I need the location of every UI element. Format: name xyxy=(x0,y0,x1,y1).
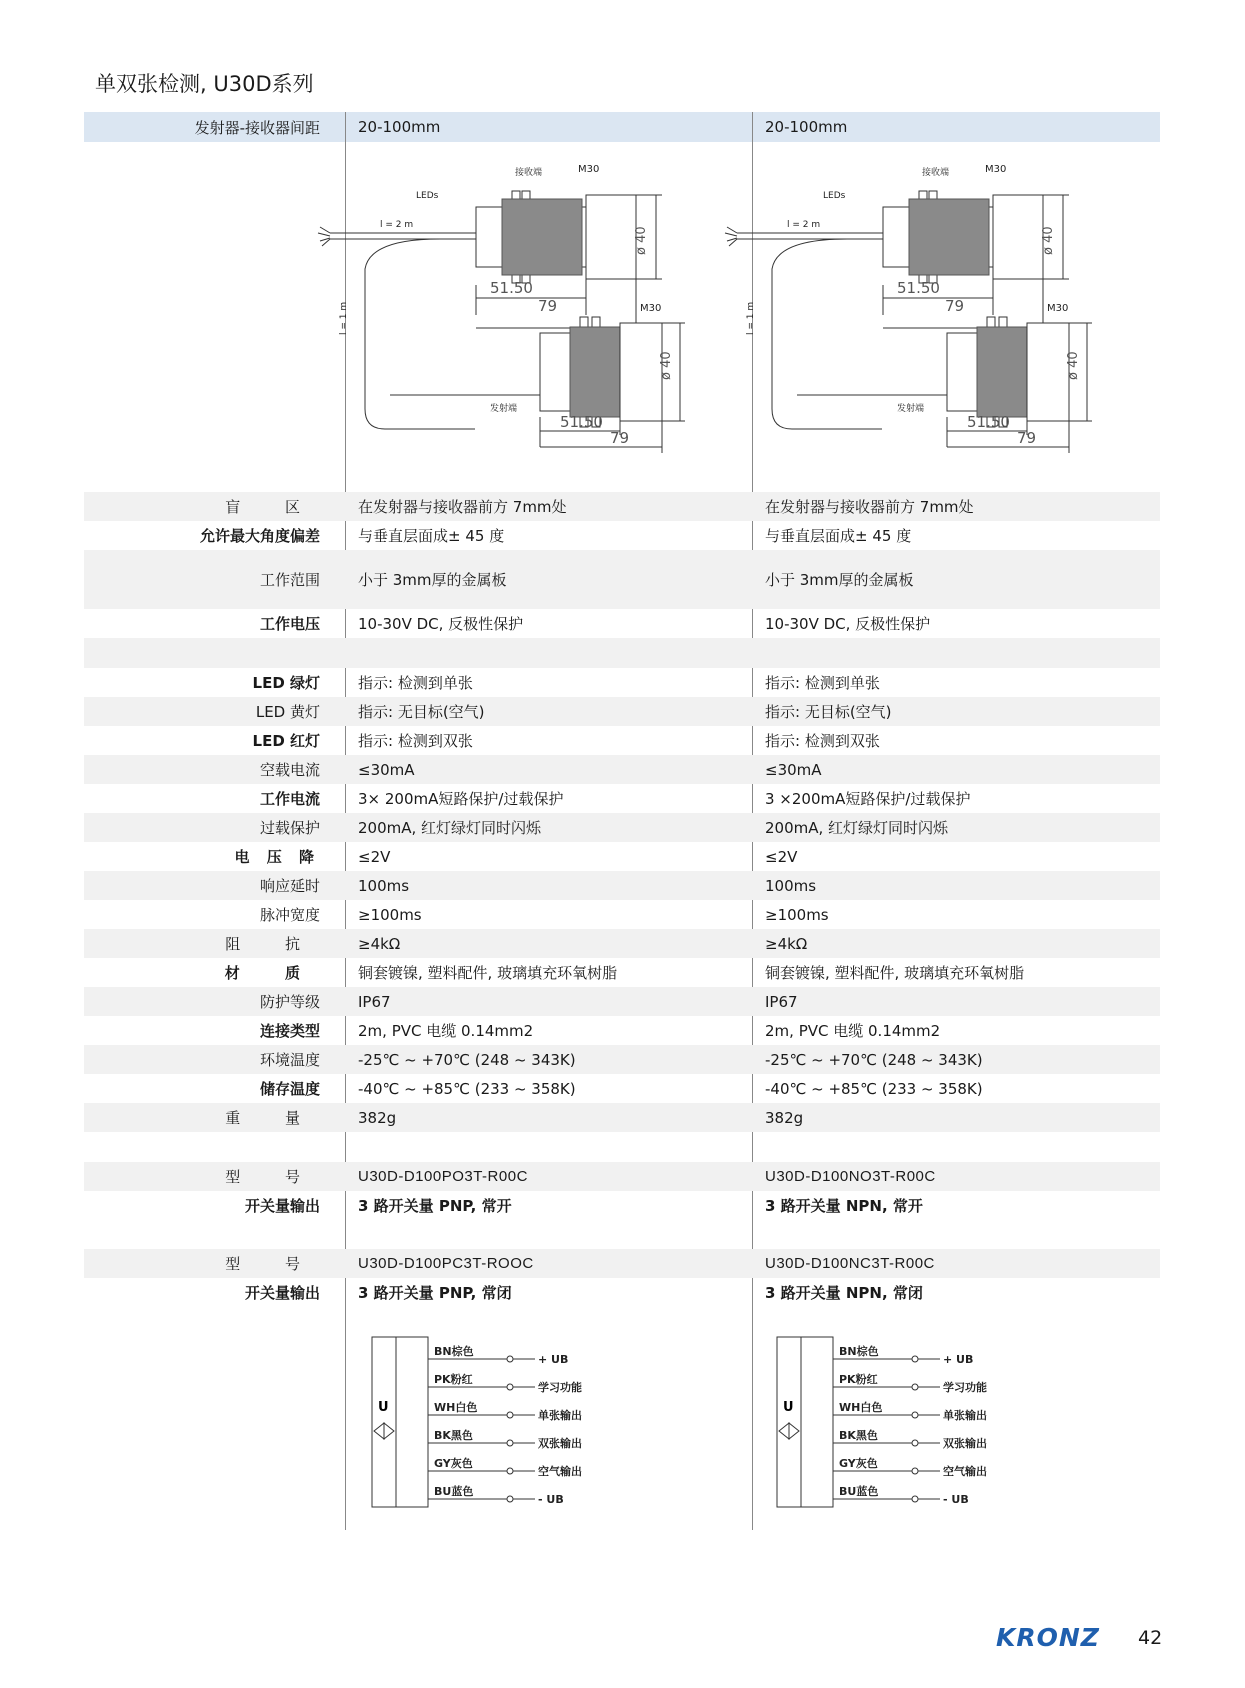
spec-label: 脉冲宽度 xyxy=(259,906,320,924)
header-col1: 20-100mm xyxy=(358,118,441,136)
signal-name: - UB xyxy=(538,1493,564,1506)
cable-length2-2: l = 1 m xyxy=(746,301,756,335)
receiver-label-1: 接收端 xyxy=(515,168,543,178)
header-label: 发射器-接收器间距 xyxy=(194,118,320,137)
spec-label: 电 压 降 xyxy=(234,848,320,866)
wire-color: BN棕色 xyxy=(434,1345,474,1358)
thread-label-1a: M30 xyxy=(578,164,600,175)
spec-col1: 与垂直层面成± 45 度 xyxy=(358,527,505,545)
dim-body-1a: 51.50 xyxy=(490,279,533,297)
spec-col1: 200mA, 红灯绿灯同时闪烁 xyxy=(358,819,542,837)
spec-col2: ≤2V xyxy=(765,847,798,866)
spec-label: 工作电流 xyxy=(259,790,320,808)
spec-row xyxy=(84,755,1160,784)
spec-col2: 小于 3mm厚的金属板 xyxy=(765,571,914,589)
output-label: 开关量输出 xyxy=(244,1284,320,1302)
spec-label: 工作电压 xyxy=(259,615,320,633)
signal-name: 双张输出 xyxy=(538,1437,582,1450)
spec-col2: ≥4kΩ xyxy=(765,934,808,953)
spec-col2: 与垂直层面成± 45 度 xyxy=(765,527,912,545)
spec-col2: 铜套镀镍, 塑料配件, 玻璃填充环氧树脂 xyxy=(765,964,1025,982)
spec-col2: -40℃ ~ +85℃ (233 ~ 358K) xyxy=(765,1079,983,1098)
output-col2: 3 路开关量 NPN, 常开 xyxy=(765,1197,923,1215)
spec-label: 空载电流 xyxy=(259,761,320,779)
signal-name: 学习功能 xyxy=(538,1381,582,1394)
output-col1: 3 路开关量 PNP, 常开 xyxy=(358,1197,512,1215)
page-title: 单双张检测, U30D系列 xyxy=(95,72,314,96)
spec-col1: IP67 xyxy=(358,992,391,1011)
dim-total-2a: 79 xyxy=(945,297,965,315)
wiring-diagram-2 xyxy=(775,1335,1015,1515)
model-number-col1: U30D-D100PC3T-ROOC xyxy=(358,1255,534,1272)
wire-color: BK黑色 xyxy=(839,1429,878,1442)
logo-text: KRONZ xyxy=(996,1624,1100,1650)
wire-color: WH白色 xyxy=(839,1401,883,1414)
thread-label-1b: M30 xyxy=(640,303,662,314)
spec-col1: 指示: 无目标(空气) xyxy=(358,703,485,721)
spec-row xyxy=(84,1103,1160,1132)
signal-name: 空气输出 xyxy=(943,1465,987,1478)
dim-body-2b: 51.50 xyxy=(967,413,1010,431)
wire-color: BN棕色 xyxy=(839,1345,879,1358)
spec-label: LED 红灯 xyxy=(252,732,320,750)
signal-name: 空气输出 xyxy=(538,1465,582,1478)
cable-length-2: l = 2 m xyxy=(787,220,821,230)
header-row xyxy=(84,112,1160,142)
dimension-drawing-1 xyxy=(290,155,730,455)
receiver-label-2: 接收端 xyxy=(922,168,950,178)
spec-label: 环境温度 xyxy=(259,1051,320,1069)
spec-col2: 指示: 检测到单张 xyxy=(765,674,880,692)
wire-color: BK黑色 xyxy=(434,1429,473,1442)
spec-col1: -40℃ ~ +85℃ (233 ~ 358K) xyxy=(358,1079,576,1098)
sensor-letter: U xyxy=(783,1400,794,1415)
signal-name: - UB xyxy=(943,1493,969,1506)
wire-color: GY灰色 xyxy=(839,1457,878,1470)
spec-row xyxy=(84,492,1160,521)
spec-row xyxy=(84,668,1160,697)
spec-row xyxy=(84,871,1160,900)
wire-color: PK粉红 xyxy=(434,1373,473,1386)
dim-diameter-1b: ø 40 xyxy=(659,351,674,380)
spec-col2: 3 ×200mA短路保护/过载保护 xyxy=(765,790,971,808)
model-type-label: 型 号 xyxy=(225,1255,320,1273)
spec-label: 阻 抗 xyxy=(225,935,320,953)
spec-col1: ≤30mA xyxy=(358,760,415,779)
output-label: 开关量输出 xyxy=(244,1197,320,1215)
spec-row xyxy=(84,987,1160,1016)
spec-row xyxy=(84,929,1160,958)
sensor-letter: U xyxy=(378,1400,389,1415)
spec-col2: 指示: 检测到双张 xyxy=(765,732,880,750)
spec-label: LED 黄灯 xyxy=(255,703,320,721)
signal-name: 学习功能 xyxy=(943,1381,987,1394)
thread-label-2b: M30 xyxy=(1047,303,1069,314)
header-col2: 20-100mm xyxy=(765,118,848,136)
spec-label: 防护等级 xyxy=(259,993,320,1011)
model-row xyxy=(84,1162,1160,1191)
spec-label: 允许最大角度偏差 xyxy=(199,527,320,545)
dim-diameter-2b: ø 40 xyxy=(1066,351,1081,380)
spec-col2: 100ms xyxy=(765,876,817,895)
signal-name: 单张输出 xyxy=(943,1409,987,1422)
spec-label: 工作范围 xyxy=(259,571,320,589)
spec-col2: ≥100ms xyxy=(765,905,829,924)
spec-row xyxy=(84,842,1160,871)
dim-total-1a: 79 xyxy=(538,297,558,315)
spec-row xyxy=(84,813,1160,842)
spec-label: 盲 区 xyxy=(225,498,320,516)
spec-label: 储存温度 xyxy=(259,1080,320,1098)
wire-color: PK粉红 xyxy=(839,1373,878,1386)
output-row xyxy=(84,1191,1160,1220)
output-col2: 3 路开关量 NPN, 常闭 xyxy=(765,1284,923,1302)
spec-row xyxy=(84,726,1160,755)
spec-col2: 200mA, 红灯绿灯同时闪烁 xyxy=(765,819,949,837)
spec-row xyxy=(84,1074,1160,1103)
model-number-col2: U30D-D100NO3T-R00C xyxy=(765,1168,936,1185)
spec-row xyxy=(84,958,1160,987)
wire-color: WH白色 xyxy=(434,1401,478,1414)
wire-color: BU蓝色 xyxy=(839,1485,879,1498)
emitter-label-2: 发射端 xyxy=(897,404,925,414)
spec-row xyxy=(84,784,1160,813)
spec-col1: 10-30V DC, 反极性保护 xyxy=(358,615,524,633)
spec-col1: 100ms xyxy=(358,876,410,895)
spec-col1: ≤2V xyxy=(358,847,391,866)
spacer-row xyxy=(84,638,1160,668)
dim-diameter-1a: ø 40 xyxy=(634,226,649,255)
cable-length2-1: l = 1 m xyxy=(339,301,349,335)
spec-col2: 在发射器与接收器前方 7mm处 xyxy=(765,498,974,516)
spec-row xyxy=(84,1045,1160,1074)
thread-label-2a: M30 xyxy=(985,164,1007,175)
wire-color: BU蓝色 xyxy=(434,1485,474,1498)
spec-label: LED 绿灯 xyxy=(252,674,320,692)
signal-name: 双张输出 xyxy=(943,1437,987,1450)
wiring-diagram-1 xyxy=(370,1335,610,1515)
model-type-label: 型 号 xyxy=(225,1168,320,1186)
signal-name: + UB xyxy=(943,1353,974,1366)
spec-row xyxy=(84,550,1160,609)
spec-label: 材 质 xyxy=(224,964,320,982)
spec-label: 过载保护 xyxy=(259,819,320,837)
spec-row xyxy=(84,1016,1160,1045)
spec-label: 重 量 xyxy=(225,1109,320,1127)
emitter-label-1: 发射端 xyxy=(490,404,518,414)
output-row xyxy=(84,1278,1160,1307)
spec-col1: 在发射器与接收器前方 7mm处 xyxy=(358,498,567,516)
spec-col1: 指示: 检测到双张 xyxy=(358,732,473,750)
model-row xyxy=(84,1249,1160,1278)
spec-row xyxy=(84,521,1160,550)
spec-col1: 铜套镀镍, 塑料配件, 玻璃填充环氧树脂 xyxy=(358,964,618,982)
leds-label-1: LEDs xyxy=(416,191,439,201)
page-number: 42 xyxy=(1138,1627,1163,1649)
spec-col2: -25℃ ~ +70℃ (248 ~ 343K) xyxy=(765,1050,983,1069)
model-number-col2: U30D-D100NC3T-R00C xyxy=(765,1255,935,1272)
model-number-col1: U30D-D100PO3T-R00C xyxy=(358,1168,528,1185)
spec-col2: 2m, PVC 电缆 0.14mm2 xyxy=(765,1022,941,1040)
spec-row xyxy=(84,609,1160,638)
spec-col1: 指示: 检测到单张 xyxy=(358,674,473,692)
wire-color: GY灰色 xyxy=(434,1457,473,1470)
spec-col1: ≥100ms xyxy=(358,905,422,924)
spec-col2: IP67 xyxy=(765,992,798,1011)
spec-col1: ≥4kΩ xyxy=(358,934,401,953)
spec-col2: 指示: 无目标(空气) xyxy=(765,703,892,721)
dim-total-2b: 79 xyxy=(1017,429,1037,447)
kronz-logo xyxy=(996,1624,1122,1650)
spec-col1: 382g xyxy=(358,1108,397,1127)
spec-row xyxy=(84,900,1160,929)
dimension-drawing-2 xyxy=(697,155,1137,455)
signal-name: + UB xyxy=(538,1353,569,1366)
spec-col2: 10-30V DC, 反极性保护 xyxy=(765,615,931,633)
dim-total-1b: 79 xyxy=(610,429,630,447)
spec-label: 响应延时 xyxy=(259,877,320,895)
spec-col2: 382g xyxy=(765,1108,804,1127)
dim-diameter-2a: ø 40 xyxy=(1041,226,1056,255)
cable-length-1: l = 2 m xyxy=(380,220,414,230)
spec-col1: -25℃ ~ +70℃ (248 ~ 343K) xyxy=(358,1050,576,1069)
dim-body-1b: 51.50 xyxy=(560,413,603,431)
spec-col1: 2m, PVC 电缆 0.14mm2 xyxy=(358,1022,534,1040)
spec-col2: ≤30mA xyxy=(765,760,822,779)
output-col1: 3 路开关量 PNP, 常闭 xyxy=(358,1284,512,1302)
spec-col1: 小于 3mm厚的金属板 xyxy=(358,571,507,589)
signal-name: 单张输出 xyxy=(538,1409,582,1422)
dim-body-2a: 51.50 xyxy=(897,279,940,297)
spec-row xyxy=(84,697,1160,726)
spec-col1: 3× 200mA短路保护/过载保护 xyxy=(358,790,564,808)
spec-label: 连接类型 xyxy=(259,1022,320,1040)
leds-label-2: LEDs xyxy=(823,191,846,201)
